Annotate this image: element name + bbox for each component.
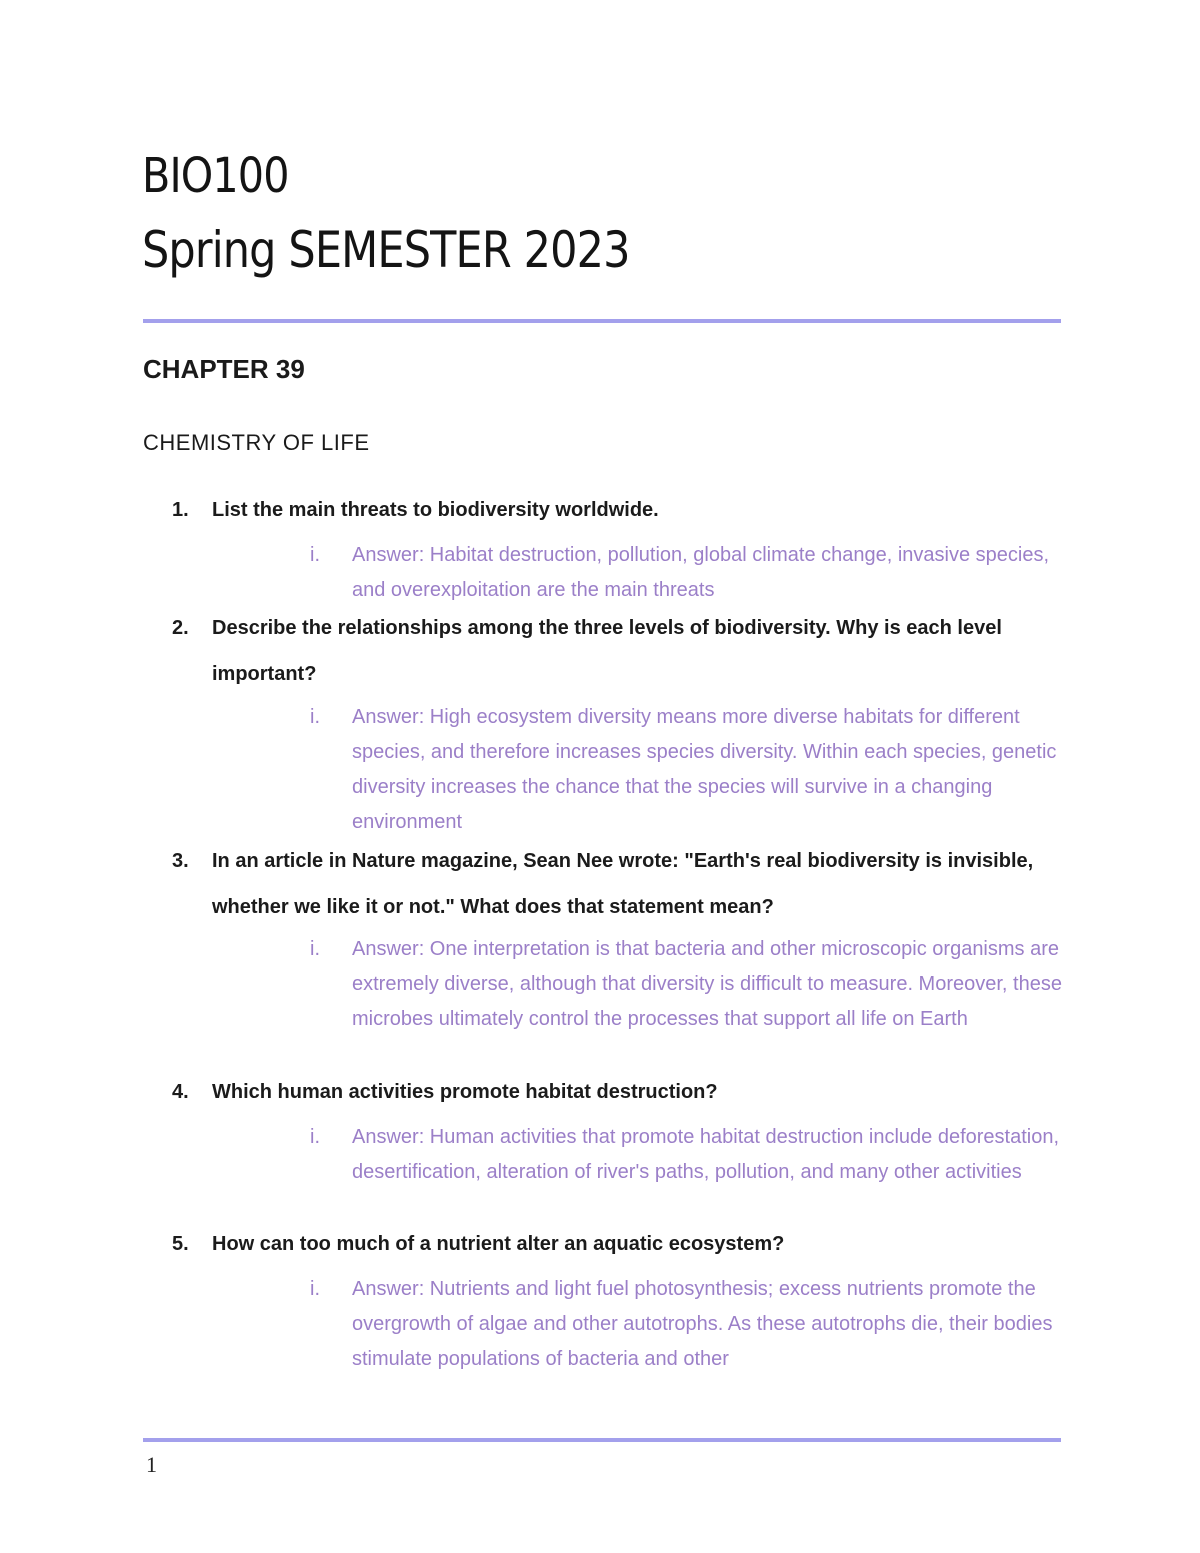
answer-text: Answer: Nutrients and light fuel photosynthesis; excess nutrients promote the overgrowth of algae and other autotrophs. As these autotrophs die, their bodies stimulate populations of bacteria and other [352, 1278, 1053, 1370]
answer-text: Answer: One interpretation is that bacteria and other microscopic organisms are extremely diverse, although that diversity is difficult to measure. Moreover, these microbes ultimately control the processes that support all life on Earth [352, 938, 1062, 1030]
answer-number: i. [310, 1278, 320, 1300]
question-number: 1. [172, 499, 189, 521]
answer-text: Answer: Human activities that promote habitat destruction include deforestation, desertification, alteration of river's paths, pollution, and many other activities [352, 1126, 1060, 1183]
question-item [172, 1069, 1062, 1115]
answer-text: Answer: High ecosystem diversity means more diverse habitats for different species, and therefore increases species diversity. Within each species, genetic diversity increases the chance that the species will survive in a changing environment [352, 706, 1057, 833]
page-number: 1 [146, 1452, 157, 1477]
answer-number: i. [310, 1126, 320, 1148]
question-item [172, 838, 1062, 930]
answer-number: i. [310, 706, 320, 728]
answer-item [310, 1120, 1064, 1190]
question-item [172, 605, 1062, 697]
question-item [172, 487, 1062, 533]
question-text: List the main threats to biodiversity worldwide. [212, 499, 659, 521]
header-divider [143, 319, 1061, 323]
footer-divider [143, 1438, 1061, 1442]
question-text: Which human activities promote habitat destruction? [212, 1081, 718, 1103]
question-number: 2. [172, 617, 189, 639]
question-number: 3. [172, 850, 189, 872]
answer-text: Answer: Habitat destruction, pollution, global climate change, invasive species, and overexploitation are the main threats [352, 544, 1050, 601]
answer-item [310, 700, 1064, 840]
course-title: BIO100 [142, 148, 289, 204]
semester-subtitle: Spring SEMESTER 2023 [142, 221, 630, 279]
question-text: How can too much of a nutrient alter an aquatic ecosystem? [212, 1233, 785, 1255]
chapter-heading: CHAPTER 39 [143, 354, 305, 384]
question-item [172, 1221, 1062, 1267]
answer-item [310, 932, 1064, 1037]
question-number: 5. [172, 1233, 189, 1255]
question-text: Describe the relationships among the three levels of biodiversity. Why is each level important? [212, 617, 1002, 685]
answer-number: i. [310, 544, 320, 566]
question-text: In an article in Nature magazine, Sean Nee wrote: "Earth's real biodiversity is invisible, whether we like it or not." What does that statement mean? [212, 850, 1034, 918]
section-heading: CHEMISTRY OF LIFE [143, 430, 370, 455]
answer-item [310, 1272, 1064, 1377]
question-number: 4. [172, 1081, 189, 1103]
answer-number: i. [310, 938, 320, 960]
answer-item [310, 538, 1064, 608]
